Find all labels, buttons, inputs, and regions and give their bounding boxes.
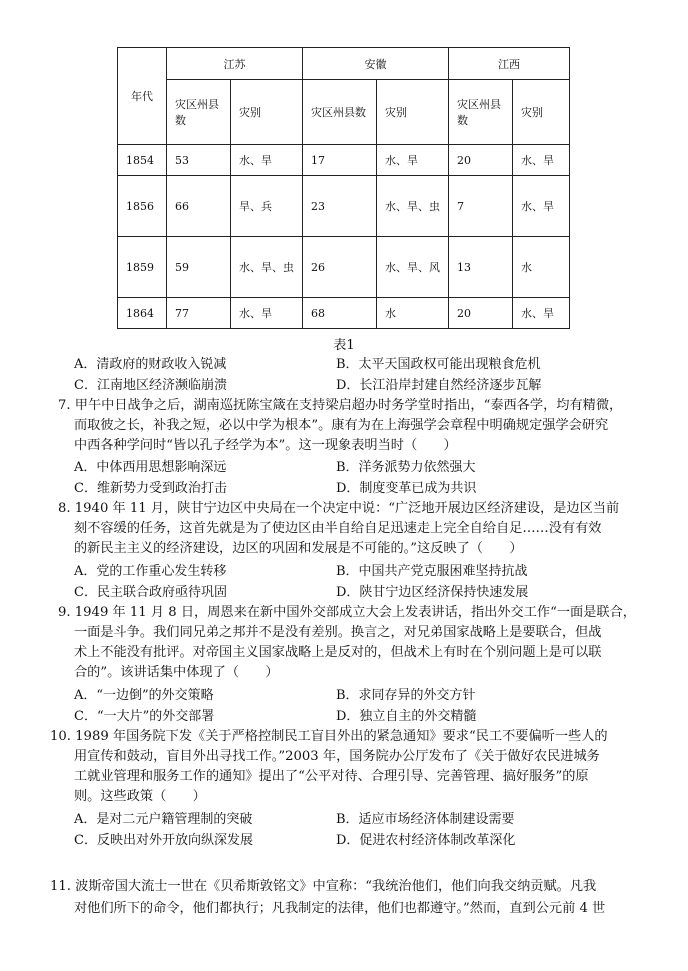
option-b[interactable]: B．适应市场经济体制建设需要	[336, 812, 515, 827]
q7-stem-line: 中西各种学问时“皆以孔子经学为本”。这一现象表明当时（ ）	[74, 438, 457, 453]
sub-type: 灾别	[377, 80, 449, 145]
question-11	[50, 876, 650, 920]
option-c[interactable]: C．江南地区经济濒临崩溃	[74, 377, 227, 393]
cell: 水、旱	[513, 176, 570, 237]
q9-stem-line: 9. 1949 年 11 月 8 日，周恩来在新中国外交部成立大会上发表讲话，指出外交工作“一面是联合，	[58, 605, 636, 620]
header-anhui: 安徽	[303, 48, 449, 80]
table-row	[118, 145, 570, 176]
cell: 77	[167, 298, 231, 329]
row-year: 1856	[118, 176, 167, 237]
option-b[interactable]: B．洋务派势力依然强大	[336, 460, 476, 475]
option-a[interactable]: A．“一边倒”的外交策略	[74, 688, 214, 703]
row-year: 1854	[118, 145, 167, 176]
option-d[interactable]: D．独立自主的外交精髓	[336, 708, 477, 724]
cell: 59	[167, 237, 231, 298]
q9-stem-line: 合的”。该讲话集中体现了（ ）	[74, 665, 279, 680]
q11-stem-line: 对他们所下的命令，他们都执行；凡我制定的法律，他们也都遵守。”然而，直到公元前 4 世	[74, 901, 606, 916]
cell: 68	[303, 298, 377, 329]
option-a[interactable]: A．中体西用思想影响深远	[74, 460, 227, 475]
cell: 20	[449, 145, 513, 176]
option-b[interactable]: B．太平天国政权可能出现粮食危机	[336, 357, 541, 372]
q8-options	[74, 563, 644, 602]
q8-stem-line: 的新民主主义的经济建设，边区的巩固和发展是不可能的。”这反映了（ ）	[74, 541, 523, 556]
option-d[interactable]: D．长江沿岸封建自然经济逐步瓦解	[336, 377, 542, 393]
table-row	[118, 237, 570, 298]
cell: 水、旱	[513, 298, 570, 329]
row-year: 1864	[118, 298, 167, 329]
header-jiangxi: 江西	[449, 48, 570, 80]
cell: 水、旱、风	[377, 237, 449, 298]
q6-options	[74, 356, 644, 395]
q9-stem-line: 一面是斗争。我们同兄弟之邦并不是没有差别。换言之，对兄弟国家战略上是要联合，但战	[74, 625, 602, 640]
option-c[interactable]: C．“一大片”的外交部署	[74, 708, 215, 724]
option-c[interactable]: C．反映出对外开放向纵深发展	[74, 832, 253, 848]
q10-stem-line: 工就业管理和服务工作的通知》提出了“公平对待、合理引导、完善管理、搞好服务”的原	[74, 769, 589, 784]
disaster-table	[117, 47, 570, 329]
question-9	[58, 603, 648, 683]
q8-stem-line: 刻不容缓的任务，这首先就是为了使边区由半自给自足迅速走上完全自给自足……没有有效	[74, 521, 602, 536]
q9-stem-line: 术上不能没有批评。对帝国主义国家战略上是反对的，但战术上有时在个别问题上是可以联	[74, 645, 602, 660]
option-d[interactable]: D．陕甘宁边区经济保持快速发展	[336, 584, 529, 600]
question-10	[50, 727, 650, 807]
cell: 水、旱、虫	[231, 237, 303, 298]
cell: 7	[449, 176, 513, 237]
option-b[interactable]: B．求同存异的外交方针	[336, 688, 476, 703]
table-row	[118, 176, 570, 237]
cell: 20	[449, 298, 513, 329]
option-a[interactable]: A．党的工作重心发生转移	[74, 564, 227, 579]
q7-stem-line: 而取彼之长，补我之短，必以中学为根本”。康有为在上海强学会章程中明确规定强学会研究	[74, 418, 609, 433]
header-jiangsu: 江苏	[167, 48, 303, 80]
cell: 66	[167, 176, 231, 237]
sub-type: 灾别	[513, 80, 570, 145]
cell: 17	[303, 145, 377, 176]
cell: 13	[449, 237, 513, 298]
cell: 23	[303, 176, 377, 237]
cell: 水、旱	[377, 145, 449, 176]
cell: 水	[377, 298, 449, 329]
cell: 水、旱	[231, 145, 303, 176]
cell: 26	[303, 237, 377, 298]
cell: 水	[513, 237, 570, 298]
question-8	[58, 499, 648, 559]
q10-stem-line: 则。这些政策（ ）	[74, 789, 206, 804]
option-b[interactable]: B．中国共产党克服困难坚持抗战	[336, 564, 528, 579]
question-7	[58, 396, 648, 456]
option-c[interactable]: C．维新势力受到政治打击	[74, 480, 227, 496]
q10-stem-line: 用宣传和鼓动，盲目外出寻找工作。”2003 年，国务院办公厅发布了《关于做好农民进城务	[74, 749, 600, 764]
header-year: 年代	[118, 48, 167, 145]
option-a[interactable]: A．是对二元户籍管理制的突破	[74, 812, 253, 827]
q10-options	[74, 811, 644, 850]
sub-count: 灾区州县数	[449, 80, 513, 145]
cell: 旱、兵	[231, 176, 303, 237]
q7-options	[74, 459, 644, 498]
q10-stem-line: 10. 1989 年国务院下发《关于严格控制民工盲目外出的紧急通知》要求“民工不要偏听一些人的	[50, 729, 608, 744]
table-caption: 表1	[333, 338, 355, 353]
q9-options	[74, 687, 644, 726]
cell: 53	[167, 145, 231, 176]
q7-stem-line: 7. 甲午中日战争之后，湖南巡抚陈宝箴在支持梁启超办时务学堂时指出，“泰西各学，均有精微，	[58, 398, 623, 413]
cell: 水、旱	[231, 298, 303, 329]
sub-count: 灾区州县数	[167, 80, 231, 145]
option-c[interactable]: C．民主联合政府亟待巩固	[74, 584, 227, 600]
option-d[interactable]: D．制度变革已成为共识	[336, 480, 477, 496]
cell: 水、旱、虫	[377, 176, 449, 237]
cell: 水、旱	[513, 145, 570, 176]
option-d[interactable]: D．促进农村经济体制改革深化	[336, 832, 516, 848]
sub-count: 灾区州县数	[303, 80, 377, 145]
sub-type: 灾别	[231, 80, 303, 145]
row-year: 1859	[118, 237, 167, 298]
table-row	[118, 298, 570, 329]
q8-stem-line: 8. 1940 年 11 月，陕甘宁边区中央局在一个决定中说：“广泛地开展边区经济建设，是边区当前	[58, 501, 620, 516]
q11-stem-line: 11. 波斯帝国大流士一世在《贝希斯敦铭文》中宣称：“我统治他们，他们向我交纳贡赋。凡我	[50, 879, 597, 894]
option-a[interactable]: A．清政府的财政收入锐减	[74, 357, 227, 372]
